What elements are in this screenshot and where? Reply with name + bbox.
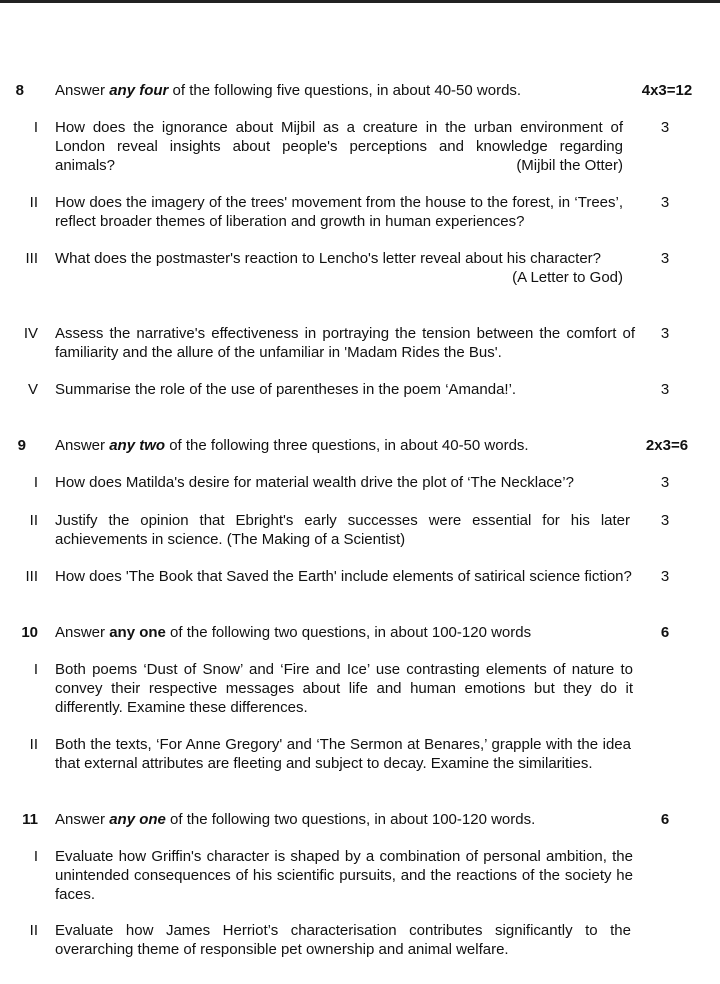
question-number: 9 — [17, 437, 26, 454]
item-number: IV — [23, 325, 38, 342]
question-marks: 6 — [660, 811, 670, 828]
item-marks: 3 — [660, 325, 670, 342]
item-marks: 3 — [660, 381, 670, 398]
item-number: I — [33, 848, 38, 865]
question-instruction: Answer any four of the following five questions, in about 40-50 words. — [55, 82, 522, 99]
question-instruction: Answer any one of the following two questions, in about 100-120 words — [55, 624, 532, 641]
question-marks: 2x3=6 — [645, 437, 689, 454]
item-text: What does the postmaster's reaction to Lencho's letter reveal about his character? (A Letter to God) — [55, 250, 623, 286]
top-border — [0, 0, 720, 3]
item-number: II — [29, 922, 38, 939]
item-text: How does 'The Book that Saved the Earth' include elements of satirical science fiction? — [55, 568, 632, 585]
item-text: Both the texts, ‘For Anne Gregory' and ‘The Sermon at Benares,’ grapple with the idea that external attributes are fleeting and subject to decay. Examine the similarities. — [55, 736, 631, 772]
item-number: II — [29, 194, 38, 211]
question-marks: 4x3=12 — [641, 82, 693, 99]
item-number: I — [33, 661, 38, 678]
item-text: How does the ignorance about Mijbil as a creature in the urban environment of London reveal insights about people's perceptions and knowledge regarding animals? (Mijbil the Otter) — [55, 119, 623, 174]
item-text: Assess the narrative's effectiveness in portraying the tension between the comfort of familiarity and the allure of the unfamiliar in 'Madam Rides the Bus'. — [55, 325, 635, 361]
item-number: III — [25, 568, 38, 585]
item-text: Both poems ‘Dust of Snow’ and ‘Fire and Ice’ use contrasting elements of nature to convey their respective messages about life and human emotions but they do it differently. Examine these differences. — [55, 661, 633, 716]
item-number: III — [25, 250, 38, 267]
question-instruction: Answer any one of the following two questions, in about 100-120 words. — [55, 811, 536, 828]
item-number: II — [29, 512, 38, 529]
question-number: 10 — [21, 624, 38, 641]
item-text: Summarise the role of the use of parentheses in the poem ‘Amanda!’. — [55, 381, 517, 398]
question-marks: 6 — [660, 624, 670, 641]
item-source: (A Letter to God) — [512, 269, 623, 286]
item-text: How does Matilda's desire for material wealth drive the plot of ‘The Necklace’? — [55, 474, 574, 491]
item-marks: 3 — [660, 194, 670, 211]
item-number: II — [29, 736, 38, 753]
item-text: Justify the opinion that Ebright's early successes were essential for his later achievements in science. (The Making of a Scientist) — [55, 512, 630, 548]
question-number: 8 — [15, 82, 24, 99]
item-marks: 3 — [660, 568, 670, 585]
item-text: Evaluate how James Herriot’s characterisation contributes significantly to the overarching theme of responsible pet ownership and animal welfare. — [55, 922, 631, 958]
item-text: How does the imagery of the trees' movement from the house to the forest, in ‘Trees’, reflect broader themes of liberation and growth in human experiences? — [55, 194, 623, 230]
item-marks: 3 — [660, 512, 670, 529]
question-instruction: Answer any two of the following three questions, in about 40-50 words. — [55, 437, 529, 454]
item-marks: 3 — [660, 250, 670, 267]
item-text: Evaluate how Griffin's character is shaped by a combination of personal ambition, the unintended consequences of his scientific pursuits, and the reactions of the society he faces. — [55, 848, 633, 903]
item-marks: 3 — [660, 474, 670, 491]
item-number: I — [33, 119, 38, 136]
item-number: I — [33, 474, 38, 491]
item-marks: 3 — [660, 119, 670, 136]
item-number: V — [27, 381, 38, 398]
item-source: (Mijbil the Otter) — [516, 157, 623, 174]
question-number: 11 — [22, 811, 38, 828]
